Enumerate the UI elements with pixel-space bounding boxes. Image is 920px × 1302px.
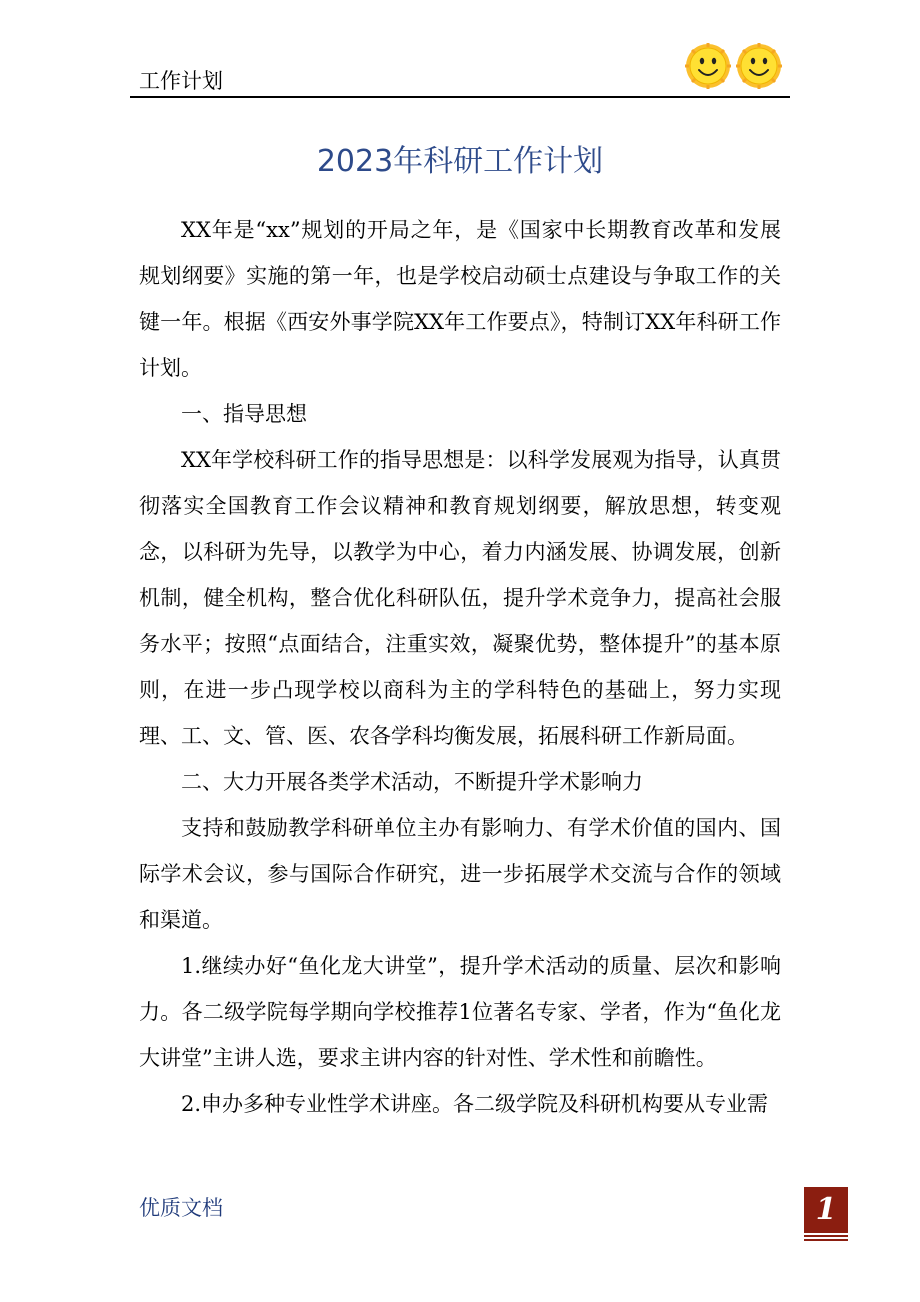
page-number: 1 (815, 1192, 837, 1227)
page-number-badge (804, 1187, 848, 1241)
section-heading-guiding-ideology: 一、指导思想 (181, 402, 307, 426)
guiding-ideology-paragraph: XX年学校科研工作的指导思想是：以科学发展观为指导，认真贯彻落实全国教育工作会议精神和教育规划纲要，解放思想，转变观念，以科研为先导，以教学为中心，着力内涵发展、协调发展，创新机制，健全机构，整合优化科研队伍，提升学术竞争力，提高社会服务水平；按照“点面结合，注重实效，凝聚优势，整体提升”的基本原则，在进一步凸现学校以商科为主的学科特色的基础上，努力实现理、工、文、管、医、农各学科均衡发展，拓展科研工作新局面。 (139, 448, 781, 748)
section-heading-academic-activities: 二、大力开展各类学术活动，不断提升学术影响力 (181, 770, 643, 794)
document-title: 2023年科研工作计划 (316, 144, 604, 179)
footer-label: 优质文档 (139, 1196, 223, 1220)
academic-activities-paragraph: 支持和鼓励教学科研单位主办有影响力、有学术价值的国内、国际学术会议，参与国际合作研究，进一步拓展学术交流与合作的领域和渠道。 (139, 816, 781, 932)
header-smileys (684, 42, 784, 90)
document-body (139, 207, 781, 1127)
list-item-lecture-hall: 1.继续办好“鱼化龙大讲堂”，提升学术活动的质量、层次和影响力。各二级学院每学期向学校推荐1位著名专家、学者，作为“鱼化龙大讲堂”主讲人选，要求主讲内容的针对性、学术性和前瞻性。 (139, 954, 781, 1070)
smiley-icon (736, 43, 782, 89)
page-number-underline (804, 1235, 848, 1241)
smiley-icon (685, 43, 731, 89)
list-item-professional-lectures: 2.申办多种专业性学术讲座。各二级学院及科研机构要从专业需 (181, 1092, 769, 1116)
header-label: 工作计划 (139, 69, 223, 93)
header-divider (130, 96, 790, 98)
intro-paragraph: XX年是“xx”规划的开局之年，是《国家中长期教育改革和发展规划纲要》实施的第一年，也是学校启动硕士点建设与争取工作的关键一年。根据《西安外事学院XX年工作要点》，特制订XX年科研工作计划。 (139, 218, 781, 380)
